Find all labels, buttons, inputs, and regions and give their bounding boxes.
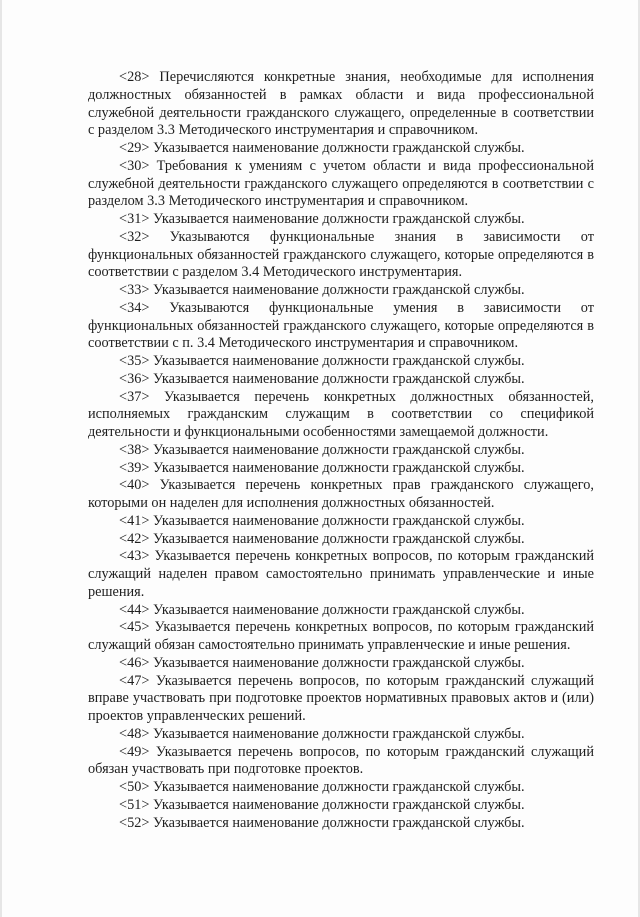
- footnote-28: <28> Перечисляются конкретные знания, необходимые для исполнения должностных обязанностей в рамках области и вида профессиональной служебной деятельности гражданского служащего, определенные в соответствии с разделом 3.3 Методического инструментария и справочником.: [88, 69, 594, 139]
- footnote-52: <52> Указывается наименование должности гражданской службы.: [119, 814, 525, 831]
- footnote-42: <42> Указывается наименование должности гражданской службы.: [119, 530, 525, 547]
- footnote-49: <49> Указывается перечень вопросов, по которым гражданский служащий обязан участвовать при подготовке проектов.: [88, 743, 594, 778]
- footnote-40: <40> Указывается перечень конкретных прав гражданского служащего, которыми он наделен для исполнения должностных обязанностей.: [88, 477, 594, 511]
- footnote-34: <34> Указываются функциональные умения в зависимости от функциональных обязанностей гражданского служащего, которые определяются в соответствии с п. 3.4 Методического инструментария и справочником.: [88, 299, 594, 352]
- footnote-30: <30> Требования к умениям с учетом области и вида профессиональной служебной деятельности гражданского служащего определяются в соответствии с разделом 3.3 Методического инструментария и справочником.: [88, 157, 594, 210]
- footnote-51: <51> Указывается наименование должности гражданской службы.: [119, 796, 525, 813]
- footnote-43: <43> Указывается перечень конкретных вопросов, по которым гражданский служащий наделен правом самостоятельно принимать управленческие и иные решения.: [88, 548, 594, 600]
- document-body: [88, 69, 594, 832]
- footnote-33: <33> Указывается наименование должности гражданской службы.: [119, 282, 525, 298]
- footnote-41: <41> Указывается наименование должности гражданской службы.: [119, 512, 525, 529]
- footnote-32: <32> Указываются функциональные знания в зависимости от функциональных обязанностей гражданского служащего, которые определяются в соответствии с разделом 3.4 Методического инструментария.: [88, 228, 594, 281]
- scan-edge-left: [0, 0, 2, 917]
- footnote-39: <39> Указывается наименование должности гражданской службы.: [119, 459, 525, 476]
- footnote-31: <31> Указывается наименование должности гражданской службы.: [119, 211, 525, 227]
- footnote-38: <38> Указывается наименование должности гражданской службы.: [119, 441, 525, 458]
- footnote-37: <37> Указывается перечень конкретных должностных обязанностей, исполняемых гражданским служащим в соответствии со спецификой деятельности и функциональными особенностями замещаемой должности.: [88, 388, 594, 440]
- footnote-45: <45> Указывается перечень конкретных вопросов, по которым гражданский служащий обязан самостоятельно принимать управленческие и иные решения.: [88, 619, 594, 653]
- footnote-29: <29> Указывается наименование должности гражданской службы.: [119, 140, 525, 156]
- footnote-48: <48> Указывается наименование должности гражданской службы.: [119, 725, 525, 742]
- footnote-35: <35> Указывается наименование должности гражданской службы.: [119, 353, 525, 369]
- footnote-50: <50> Указывается наименование должности гражданской службы.: [119, 779, 525, 795]
- footnote-44: <44> Указывается наименование должности гражданской службы.: [119, 601, 525, 618]
- footnote-47: <47> Указывается перечень вопросов, по которым гражданский служащий вправе участвовать при подготовке проектов нормативных правовых актов и (или) проектов управленческих решений.: [88, 672, 594, 724]
- footnote-46: <46> Указывается наименование должности гражданской службы.: [119, 654, 525, 671]
- footnote-36: <36> Указывается наименование должности гражданской службы.: [119, 370, 525, 387]
